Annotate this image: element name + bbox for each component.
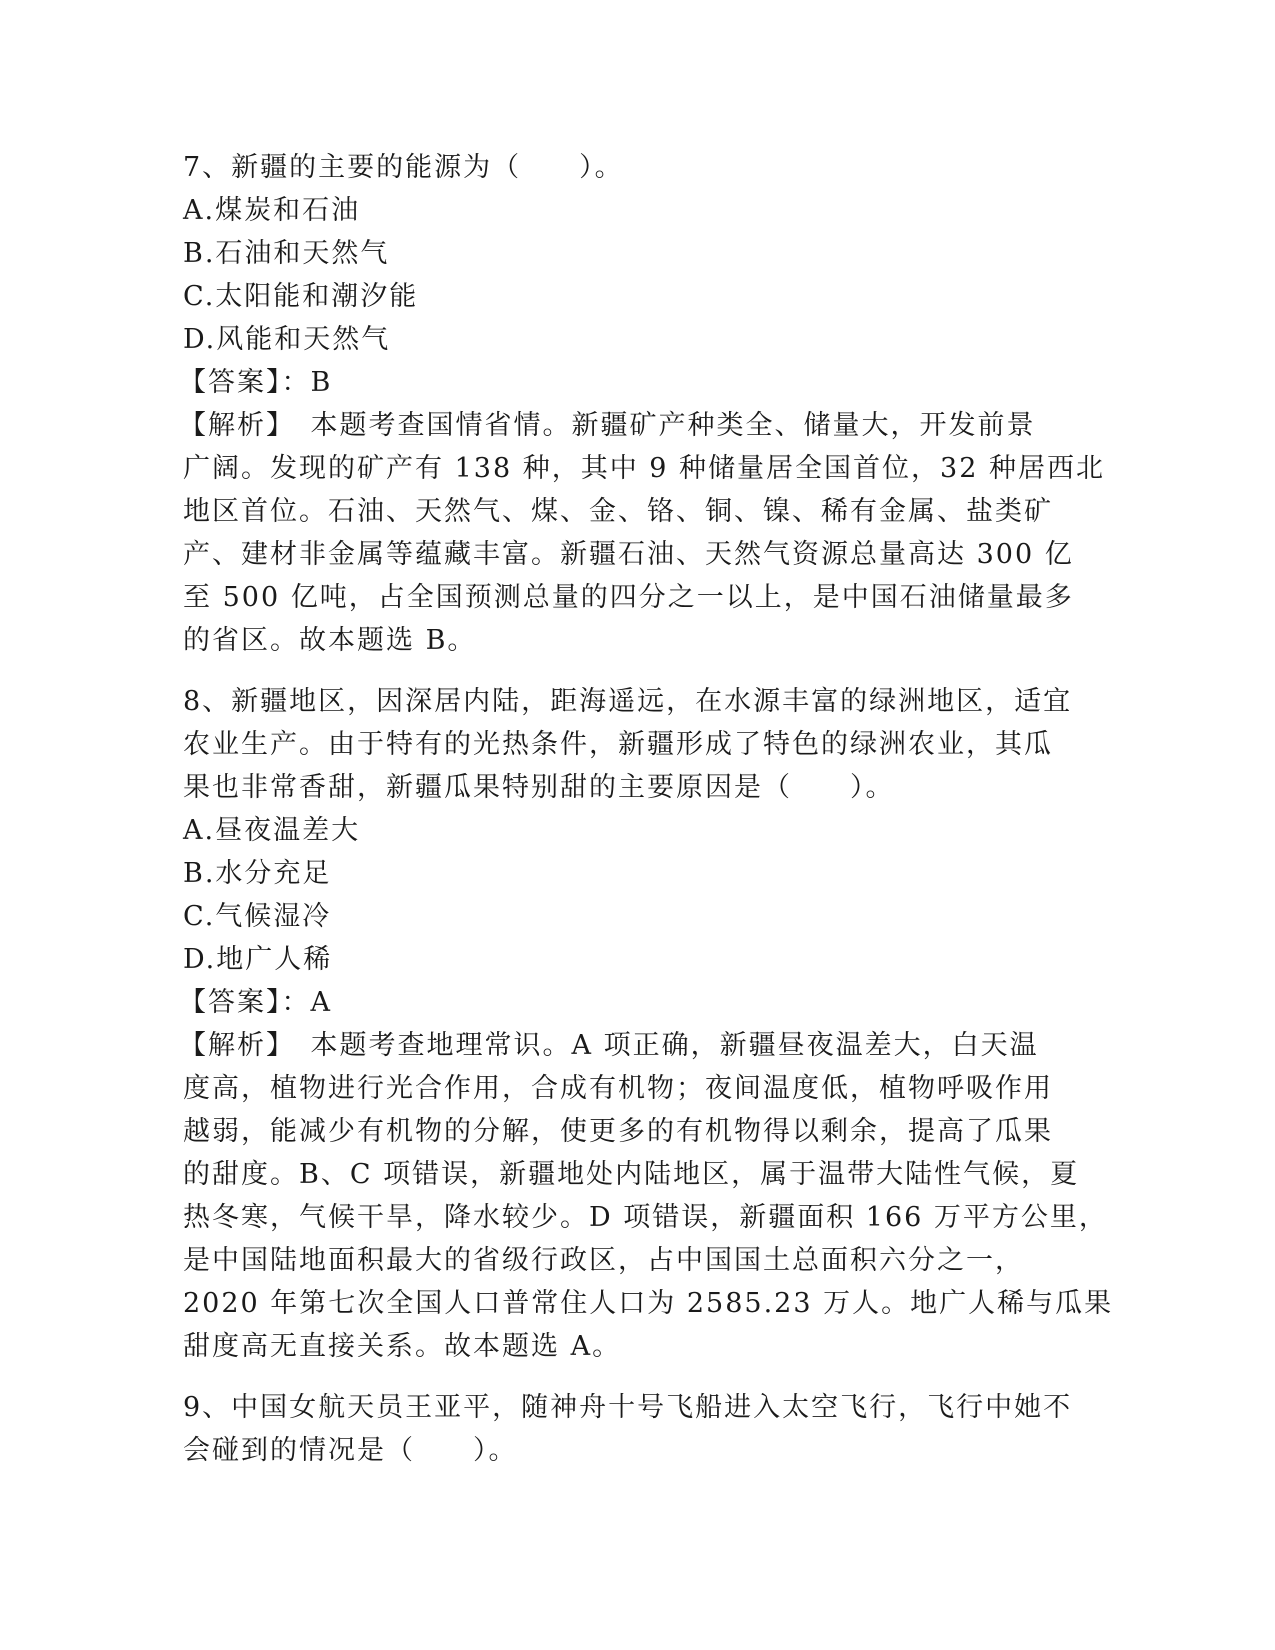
question-stem: 7、新疆的主要的能源为（ ）。 [183, 152, 624, 183]
question-stem: 会碰到的情况是（ ）。 [183, 1435, 518, 1466]
analysis-line: 的甜度。B、C 项错误，新疆地处内陆地区，属于温带大陆性气候，夏 [183, 1159, 1080, 1190]
question-9 [183, 1386, 1073, 1472]
question-stem: 9、中国女航天员王亚平，随神舟十号飞船进入太空飞行，飞行中她不 [183, 1392, 1073, 1423]
option-b: B.石油和天然气 [183, 238, 390, 269]
option-b: B.水分充足 [183, 858, 332, 889]
option-c: C.气候湿冷 [183, 901, 332, 932]
question-7 [179, 146, 1105, 662]
analysis-line: 的省区。故本题选 B。 [183, 625, 477, 656]
analysis-line: 度高，植物进行光合作用，合成有机物；夜间温度低，植物呼吸作用 [183, 1073, 1053, 1104]
option-c: C.太阳能和潮汐能 [183, 281, 419, 312]
question-stem: 农业生产。由于特有的光热条件，新疆形成了特色的绿洲农业，其瓜 [183, 729, 1053, 760]
option-d: D.风能和天然气 [183, 324, 391, 355]
analysis-line: 2020 年第七次全国人口普常住人口为 2585.23 万人。地广人稀与瓜果 [183, 1288, 1114, 1319]
analysis-line: 热冬寒，气候干旱，降水较少。D 项错误，新疆面积 166 万平方公里， [183, 1202, 1108, 1233]
answer-line: 【答案】：A [179, 987, 332, 1018]
document-content [179, 146, 1114, 1472]
analysis-line: 越弱，能减少有机物的分解，使更多的有机物得以剩余，提高了瓜果 [183, 1116, 1053, 1147]
analysis-line: 地区首位。石油、天然气、煤、金、铬、铜、镍、稀有金属、盐类矿 [183, 496, 1053, 527]
option-a: A.煤炭和石油 [183, 195, 361, 226]
answer-line: 【答案】：B [179, 367, 333, 398]
analysis-line: 【解析】 本题考查地理常识。A 项正确，新疆昼夜温差大，白天温 [179, 1030, 1039, 1061]
question-stem: 果也非常香甜，新疆瓜果特别甜的主要原因是（ ）。 [183, 772, 895, 803]
analysis-line: 甜度高无直接关系。故本题选 A。 [183, 1331, 622, 1362]
option-a: A.昼夜温差大 [183, 815, 361, 846]
analysis-line: 至 500 亿吨，占全国预测总量的四分之一以上，是中国石油储量最多 [183, 582, 1074, 613]
analysis-block [179, 404, 1105, 662]
question-spacer [183, 1368, 1043, 1386]
analysis-line: 广阔。发现的矿产有 138 种，其中 9 种储量居全国首位，32 种居西北 [183, 453, 1105, 484]
question-8 [179, 680, 1114, 1368]
question-stem: 8、新疆地区，因深居内陆，距海遥远，在水源丰富的绿洲地区，适宜 [183, 686, 1073, 717]
analysis-line: 【解析】 本题考查国情省情。新疆矿产种类全、储量大，开发前景 [179, 410, 1036, 441]
analysis-line: 产、建材非金属等蕴藏丰富。新疆石油、天然气资源总量高达 300 亿 [183, 539, 1074, 570]
question-spacer [183, 662, 1043, 680]
analysis-block [179, 1024, 1114, 1368]
option-d: D.地广人稀 [183, 944, 333, 975]
analysis-line: 是中国陆地面积最大的省级行政区，占中国国土总面积六分之一， [183, 1245, 1024, 1276]
